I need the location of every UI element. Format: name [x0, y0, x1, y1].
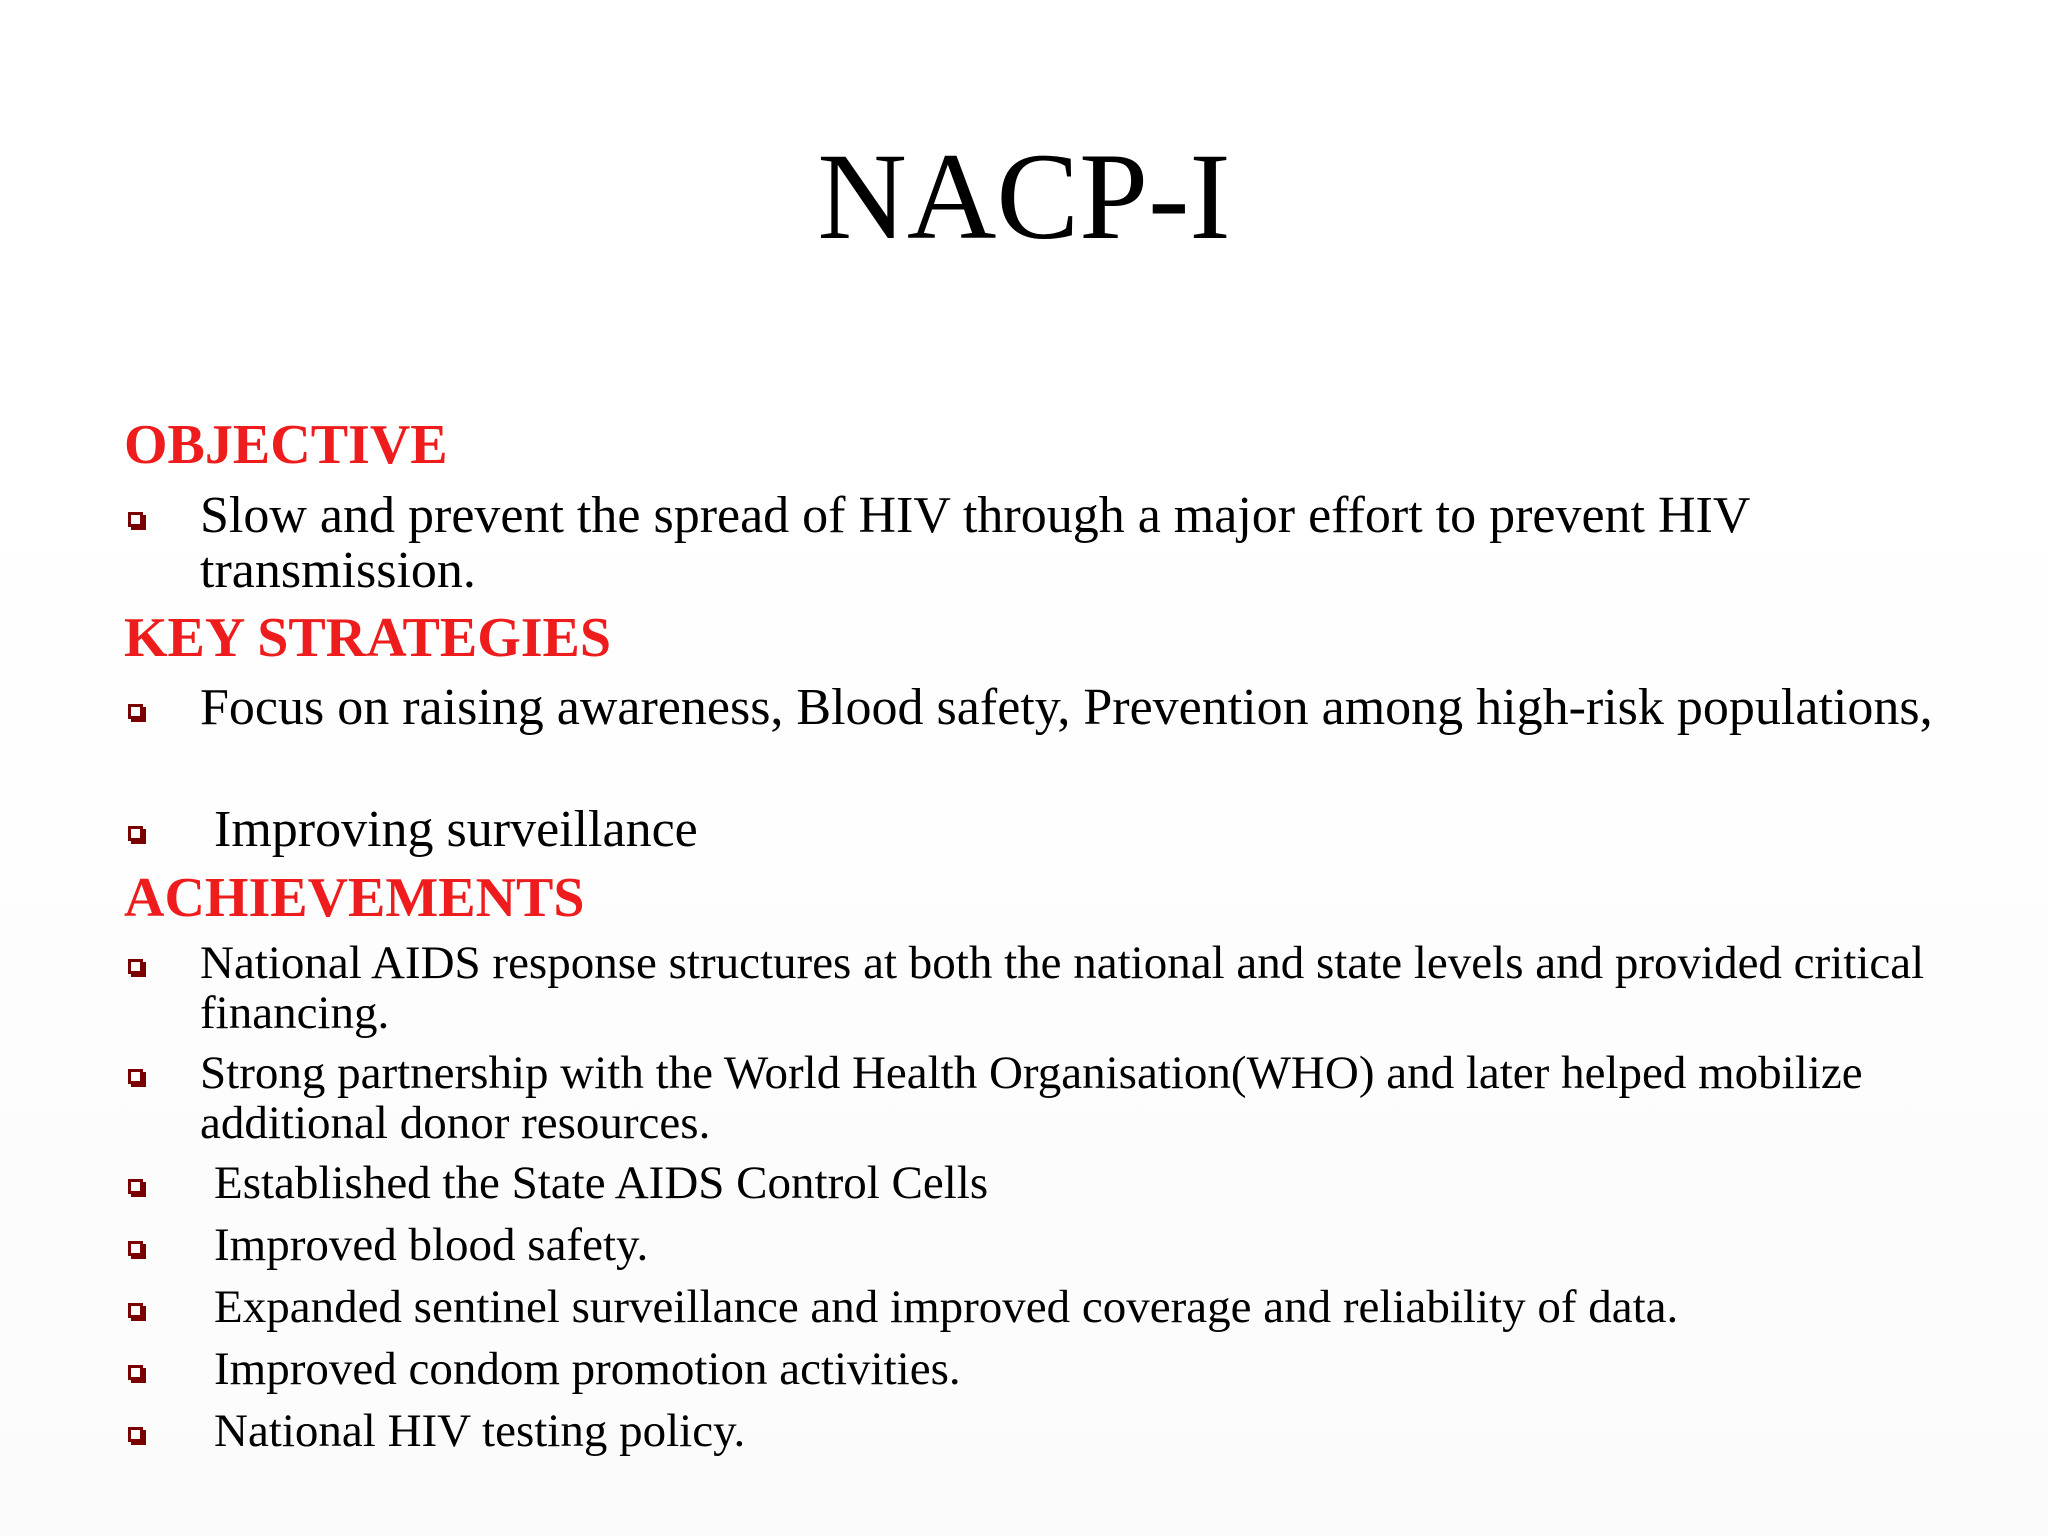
hollow-square-bullet-icon: [128, 959, 143, 974]
hollow-square-bullet-icon: [128, 1179, 143, 1194]
key-strategies-heading: KEY STRATEGIES: [124, 607, 612, 669]
objective-heading: OBJECTIVE: [124, 414, 448, 476]
slide-title: NACP-I: [817, 128, 1231, 265]
hollow-square-bullet-icon: [128, 1427, 143, 1442]
hollow-square-bullet-icon: [128, 1241, 143, 1256]
achievement-item-text: Improved condom promotion activities.: [214, 1343, 961, 1395]
achievement-item-text: Expanded sentinel surveillance and improved coverage and reliability of data.: [214, 1281, 1679, 1333]
hollow-square-bullet-icon: [128, 704, 143, 719]
achievement-item-text: Improved blood safety.: [214, 1219, 649, 1271]
achievement-item-text: Established the State AIDS Control Cells: [214, 1157, 989, 1209]
achievement-item-text: National HIV testing policy.: [214, 1405, 746, 1457]
hollow-square-bullet-icon: [128, 826, 143, 841]
strategy-item-text: Improving surveillance: [214, 801, 698, 858]
objective-item-text: Slow and prevent the spread of HIV through a major effort to prevent HIV transmission.: [200, 487, 1750, 599]
achievements-heading: ACHIEVEMENTS: [124, 867, 585, 929]
hollow-square-bullet-icon: [128, 1303, 143, 1318]
strategy-item-text: Focus on raising awareness, Blood safety, Prevention among high-risk populations,: [200, 679, 1933, 736]
achievement-item-text: National AIDS response structures at both the national and state levels and provided critical financing.: [200, 937, 1925, 1039]
achievement-item-text: Strong partnership with the World Health Organisation(WHO) and later helped mobilize additional donor resources.: [200, 1047, 1863, 1149]
hollow-square-bullet-icon: [128, 1365, 143, 1380]
hollow-square-bullet-icon: [128, 512, 143, 527]
hollow-square-bullet-icon: [128, 1069, 143, 1084]
